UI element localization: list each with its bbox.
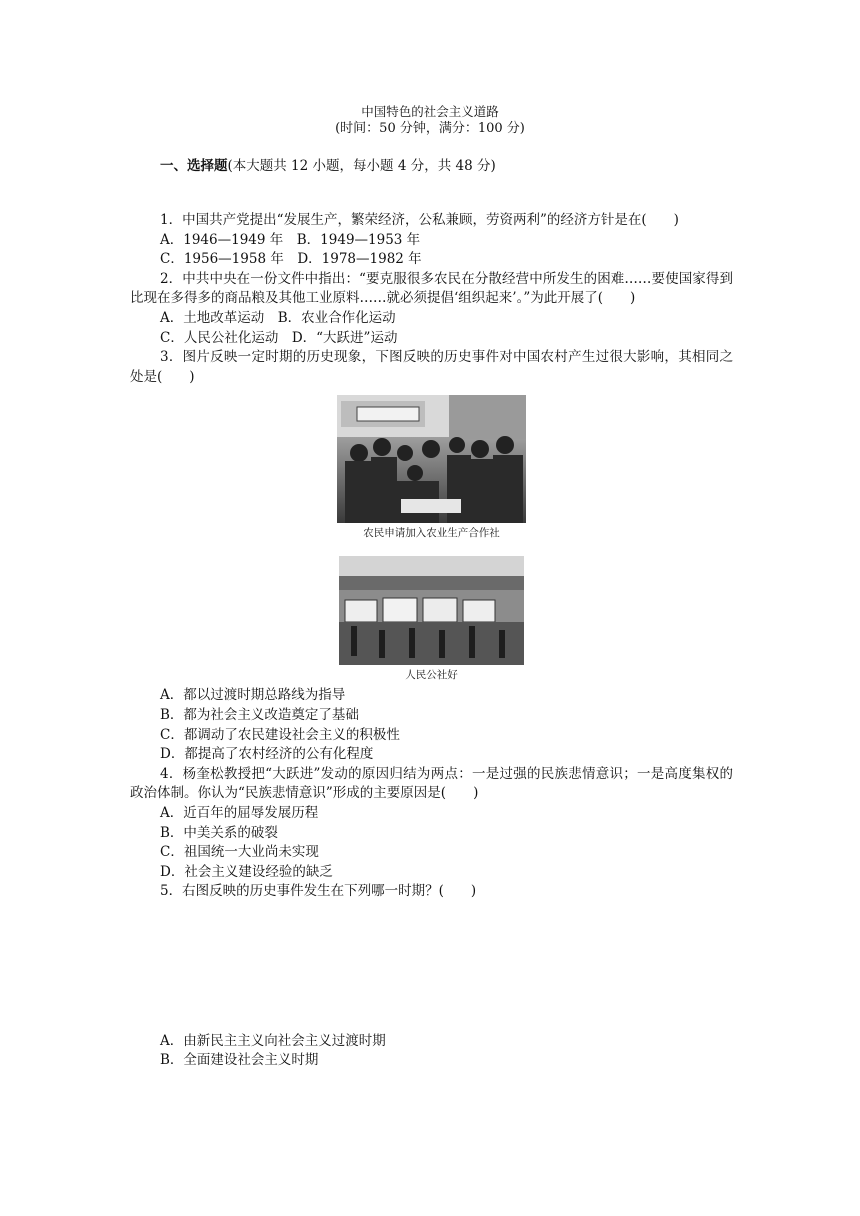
figure-commune-photo <box>130 556 733 682</box>
page-subtitle: (时间：50 分钟，满分：100 分) <box>335 121 525 136</box>
question-3-option-a: A．都以过渡时期总路线为指导 <box>160 687 346 704</box>
question-1-stem: 1．中国共产党提出“发展生产，繁荣经济，公私兼顾，劳资两利”的经济方针是在( ) <box>160 212 679 228</box>
question-1-options-row-2: C．1956—1958 年 D．1978—1982 年 <box>160 251 422 268</box>
cooperative-photo-image <box>337 395 526 523</box>
question-3-stem: 3．图片反映一定时期的历史现象，下图反映的历史事件对中国农村产生过很大影响，其相同之处是( ) <box>130 349 733 385</box>
question-3-option-b: B．都为社会主义改造奠定了基础 <box>160 706 359 723</box>
section-heading-note: (本大题共 12 小题，每小题 4 分，共 48 分) <box>227 158 496 174</box>
question-4-option-d: D．社会主义建设经验的缺乏 <box>160 863 333 880</box>
question-3-option-d: D．都提高了农村经济的公有化程度 <box>160 746 374 763</box>
question-5-stem: 5．右图反映的历史事件发生在下列哪一时期？( ) <box>160 883 477 900</box>
commune-photo-image <box>339 556 524 665</box>
question-2-options-row-2: C．人民公社化运动 D．“大跃进”运动 <box>160 329 398 346</box>
question-3-option-c: C．都调动了农民建设社会主义的积极性 <box>160 726 400 743</box>
question-5-option-a: A．由新民主主义向社会主义过渡时期 <box>160 1032 386 1049</box>
question-5-figure-space <box>130 902 733 1032</box>
question-4-option-c: C．祖国统一大业尚未实现 <box>160 844 319 861</box>
question-4-stem: 4．杨奎松教授把“大跃进”发动的原因归结为两点：一是过强的民族悲情意识；一是高度集权的政治体制。你认为“民族悲情意识”形成的主要原因是( ) <box>130 765 733 802</box>
question-4-option-b: B．中美关系的破裂 <box>160 824 278 841</box>
question-2-stem: 2．中共中央在一份文件中指出：“要克服很多农民在分散经营中所发生的困难……要使国家得到比现在多得多的商品粮及其他工业原料……就必须提倡‘组织起来’。”为此开展了( ) <box>130 270 733 307</box>
figure-cooperative-caption: 农民申请加入农业生产合作社 <box>363 527 500 540</box>
question-2-options-row-1: A．土地改革运动 B．农业合作化运动 <box>160 309 396 326</box>
question-5-option-b: B．全面建设社会主义时期 <box>160 1052 319 1069</box>
figure-cooperative-photo <box>130 395 733 540</box>
figure-commune-caption: 人民公社好 <box>405 669 458 682</box>
question-4-option-a: A．近百年的屈辱发展历程 <box>160 804 319 821</box>
questions-body <box>130 211 733 1071</box>
question-1-options-row-1: A．1946—1949 年 B．1949—1953 年 <box>160 231 421 248</box>
section-heading-label: 一、选择题 <box>160 158 228 174</box>
section-heading <box>160 157 496 175</box>
page-title: 中国特色的社会主义道路 <box>361 104 499 119</box>
